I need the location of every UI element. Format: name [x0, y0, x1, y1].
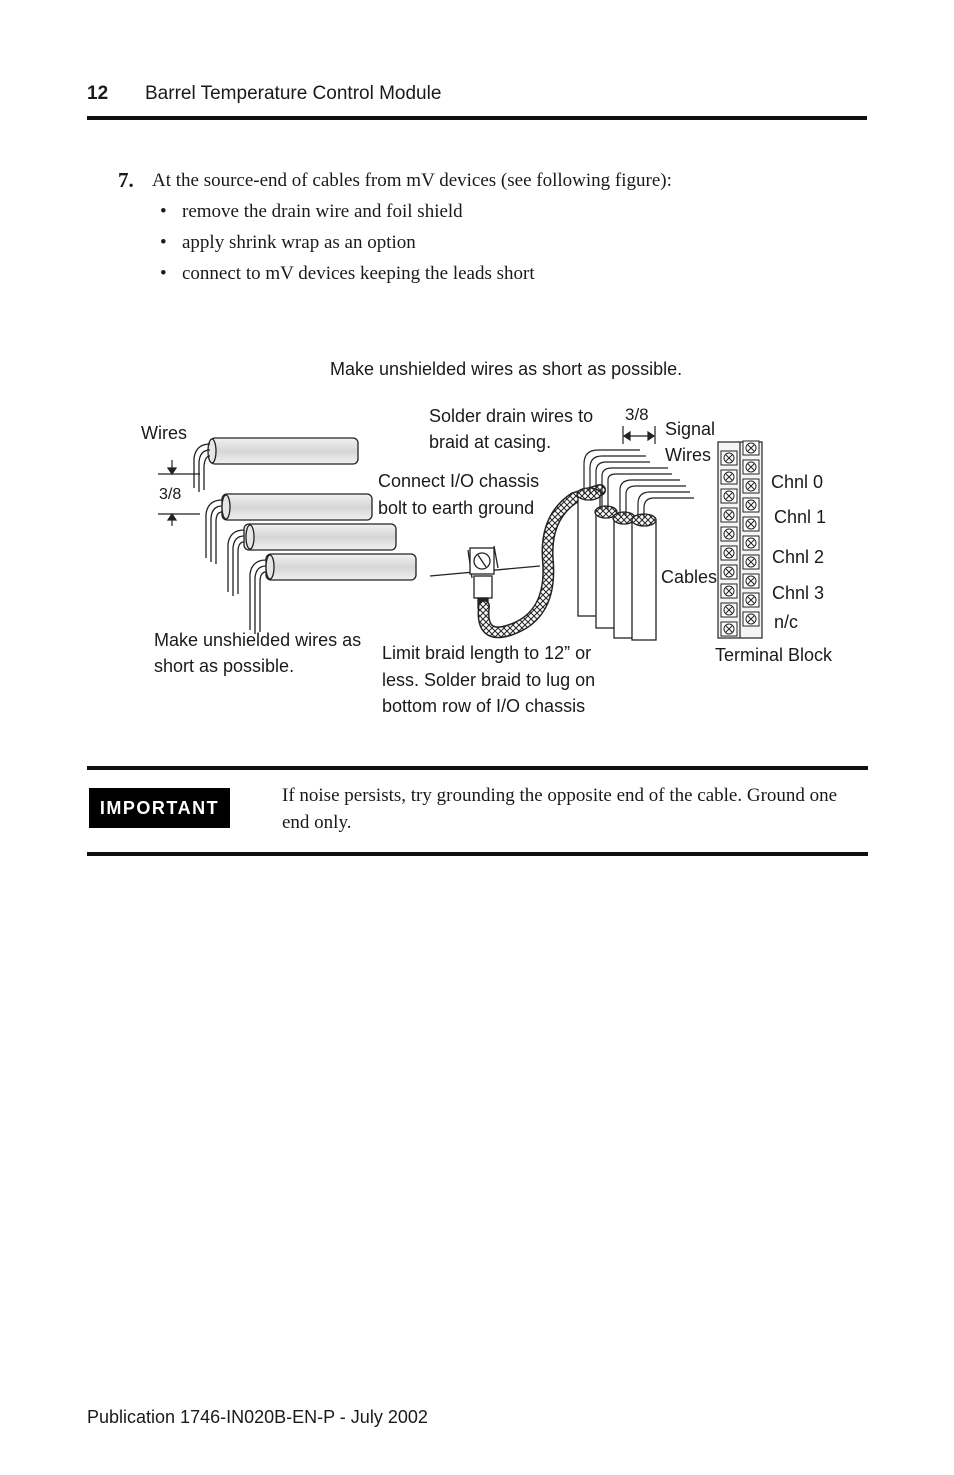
ground-lug	[430, 546, 540, 608]
label-dim-right: 3/8	[625, 405, 649, 424]
header-rule	[87, 116, 867, 120]
label-make-short-1: Make unshielded wires as	[154, 630, 362, 650]
left-cable-4	[250, 554, 416, 634]
label-solder-2: braid at casing.	[429, 432, 552, 452]
label-wires: Wires	[141, 423, 187, 443]
label-terminal-block: Terminal Block	[715, 645, 833, 665]
bullet-item: • apply shrink wrap as an option	[160, 232, 416, 253]
label-make-short-2: short as possible.	[154, 656, 295, 676]
label-nc: n/c	[774, 612, 799, 632]
left-cable-1	[194, 438, 358, 492]
label-solder-1: Solder drain wires to	[429, 406, 594, 426]
important-text: If noise persists, try grounding the opposite end of the cable. Ground one end only.	[282, 785, 838, 833]
step-text: At the source-end of cables from mV devices (see following figure):	[152, 170, 672, 191]
bullet-text: remove the drain wire and foil shield	[182, 201, 463, 222]
label-limit-2: less. Solder braid to lug on	[382, 670, 596, 690]
right-dimension	[623, 426, 655, 444]
label-chnl3: Chnl 3	[772, 583, 825, 603]
label-signal: Signal	[665, 419, 716, 439]
label-chnl0: Chnl 0	[771, 472, 824, 492]
label-chnl1: Chnl 1	[774, 507, 827, 527]
label-connect-2: bolt to earth ground	[378, 498, 535, 518]
label-dim-left: 3/8	[159, 486, 182, 503]
label-limit-1: Limit braid length to 12” or	[382, 643, 592, 663]
important-bottom-rule	[87, 852, 868, 856]
important-note	[87, 766, 868, 858]
page-number: 12	[87, 83, 109, 104]
label-connect-1: Connect I/O chassis	[378, 471, 540, 491]
bullet-text: connect to mV devices keeping the leads short	[182, 263, 535, 284]
label-cables: Cables	[661, 567, 718, 587]
label-chnl2: Chnl 2	[772, 547, 825, 567]
important-top-rule	[87, 766, 868, 770]
label-signal-wires: Wires	[665, 445, 711, 465]
step-number: 7.	[118, 168, 134, 192]
bullet-item: • remove the drain wire and foil shield	[160, 201, 463, 222]
wiring-figure	[0, 340, 954, 740]
label-limit-3: bottom row of I/O chassis	[382, 696, 586, 716]
caption-top: Make unshielded wires as short as possible.	[330, 359, 683, 379]
important-label: IMPORTANT	[89, 788, 230, 828]
bullet-item: • connect to mV devices keeping the leads short	[160, 263, 535, 284]
running-title: Barrel Temperature Control Module	[145, 83, 442, 104]
page-header	[87, 80, 867, 122]
publication-footer: Publication 1746-IN020B-EN-P - July 2002	[87, 1407, 428, 1427]
bullet-text: apply shrink wrap as an option	[182, 232, 416, 253]
